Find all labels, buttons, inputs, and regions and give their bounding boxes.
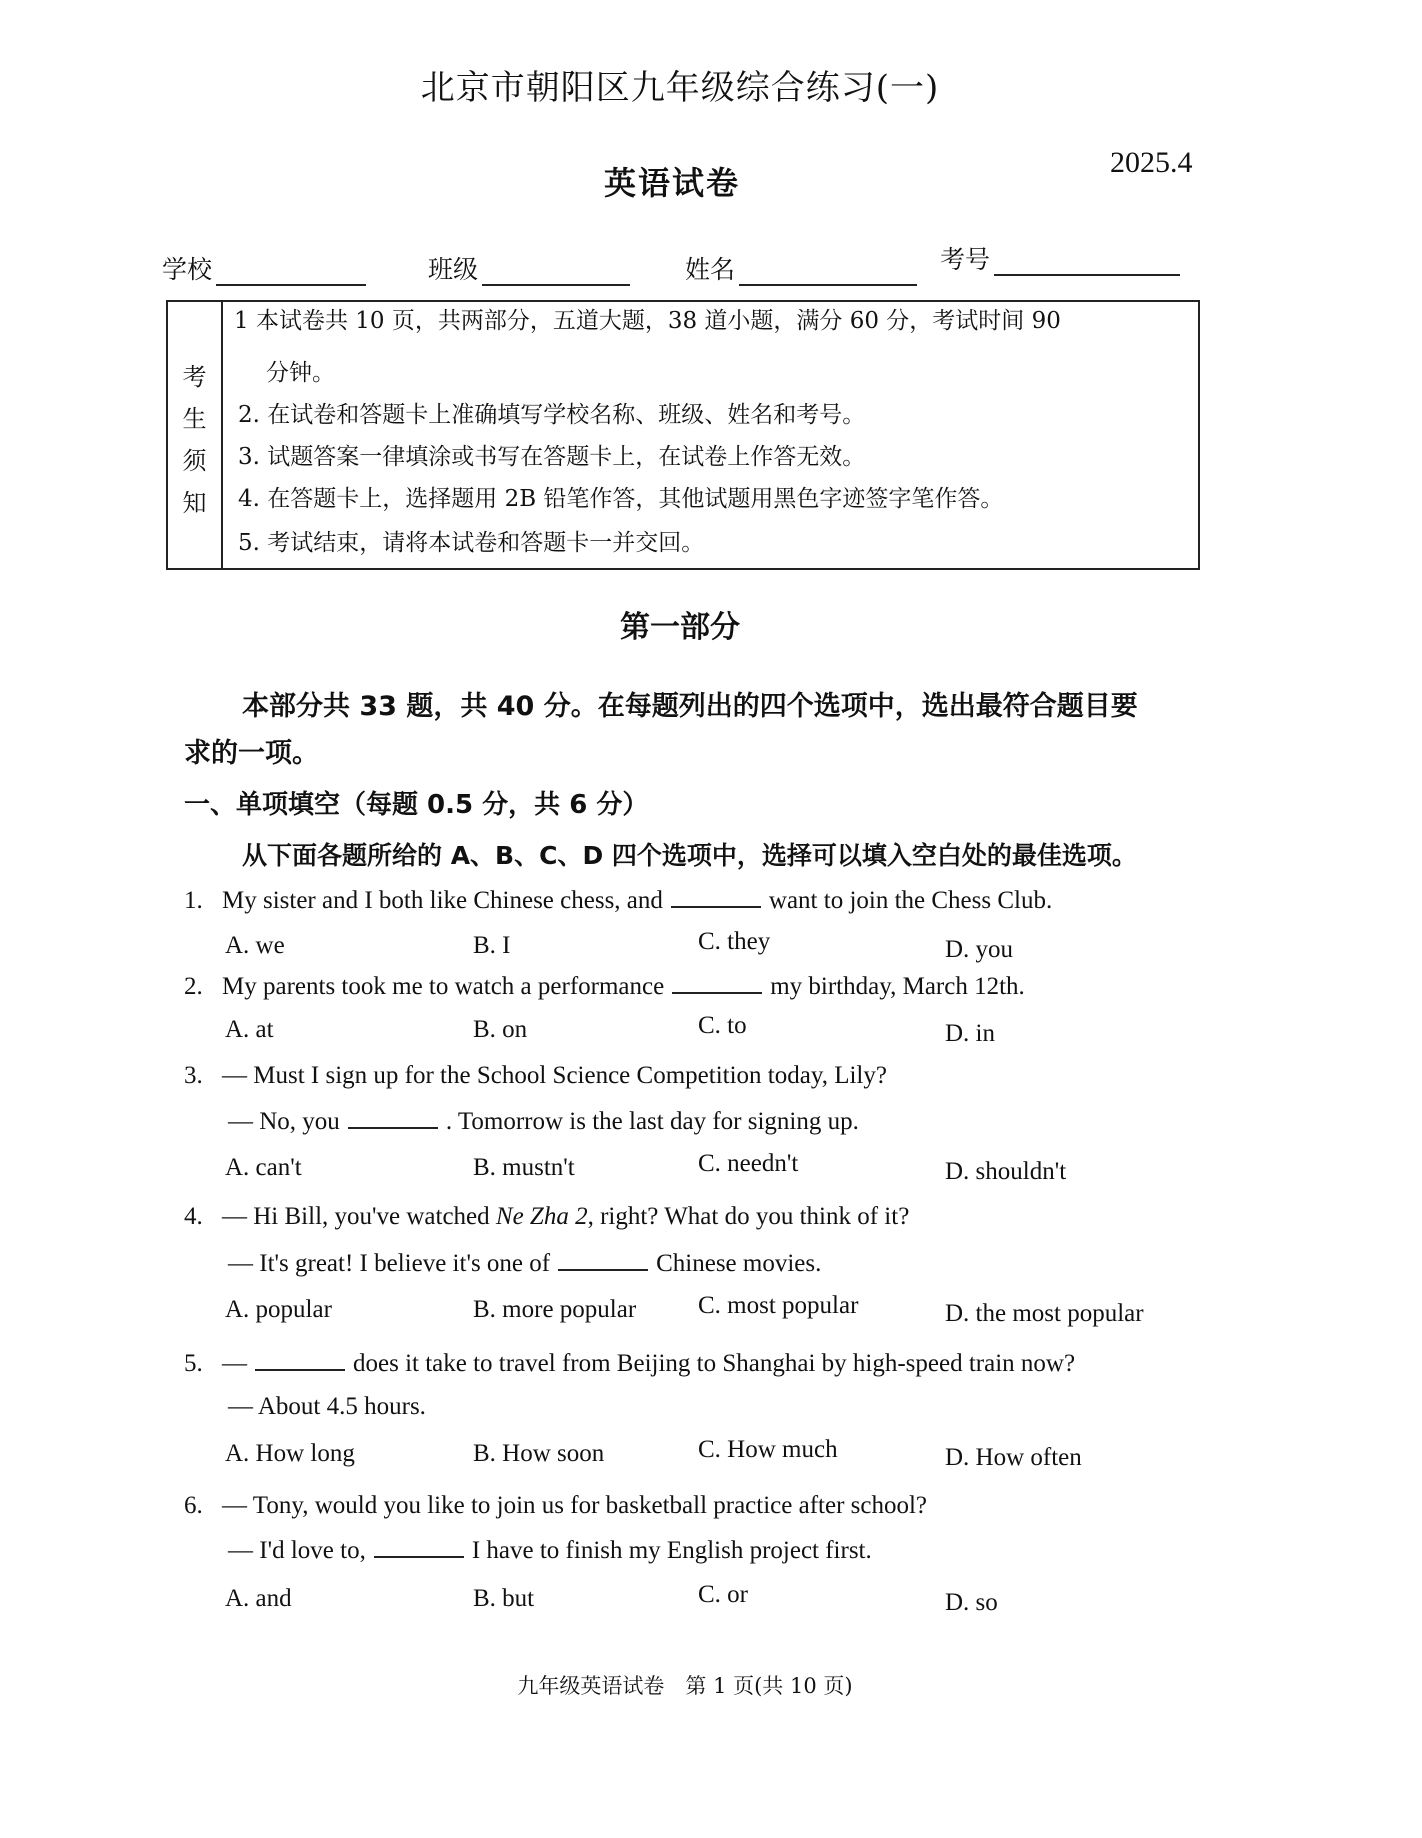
question-line <box>0 1537 1300 1571</box>
question-line <box>0 887 1300 921</box>
field-label: 班级 <box>428 255 479 284</box>
answer-option-a: A. and <box>225 1585 292 1612</box>
notice-item: 5. 考试结束，请将本试卷和答题卡一并交回。 <box>238 530 705 556</box>
notice-label-char: 知 <box>182 489 207 517</box>
part-intro-line1: 本部分共 33 题，共 40 分。在每题列出的四个选项中，选出最符合题目要 <box>242 691 1138 722</box>
question-text-after: does it take to travel from Beijing to Shanghai by high-speed train now? <box>353 1350 1076 1377</box>
answer-option-a: A. at <box>225 1016 274 1043</box>
question-number: 6. <box>184 1492 203 1519</box>
answer-option-d: D. you <box>945 936 1014 963</box>
question-text-before: — I'd love to, <box>228 1537 366 1564</box>
question-text-before: My sister and I both like Chinese chess, and <box>222 887 663 914</box>
part-intro-line2: 求的一项。 <box>184 738 319 769</box>
question-text-after: want to join the Chess Club. <box>768 887 1053 914</box>
notice-item: 3. 试题答案一律填涂或书写在答题卡上，在试卷上作答无效。 <box>238 444 866 470</box>
question-text <box>222 887 1052 915</box>
question-text-after: I have to finish my English project first. <box>471 1537 872 1564</box>
name-input-line[interactable] <box>739 260 917 286</box>
part-title: 第一部分 <box>620 610 740 645</box>
question-text <box>222 973 1025 1001</box>
answer-option-c: C. or <box>698 1581 748 1608</box>
answer-option-b: B. mustn't <box>473 1154 575 1181</box>
notice-label <box>168 302 223 568</box>
question-text <box>222 1350 1075 1378</box>
answer-option-b: B. on <box>473 1016 528 1043</box>
question-text <box>228 1537 872 1565</box>
question-text-before: — No, you <box>228 1108 340 1135</box>
answer-blank <box>348 1109 438 1129</box>
question-text-after: my birthday, March 12th. <box>770 973 1025 1000</box>
question-text <box>222 1203 909 1231</box>
question-line <box>0 1108 1300 1142</box>
answer-option-a: A. we <box>225 932 285 959</box>
notice-label-char: 生 <box>182 405 207 433</box>
field-exam-number <box>940 240 1180 276</box>
question-text-before: — <box>222 1350 247 1377</box>
notice-label-char: 考 <box>182 363 207 391</box>
answer-option-c: C. they <box>698 928 771 955</box>
question-line <box>0 1393 1300 1427</box>
answer-option-c: C. to <box>698 1012 747 1039</box>
page-footer: 九年级英语试卷 第 1 页(共 10 页) <box>517 1674 853 1698</box>
question-number: 4. <box>184 1203 203 1230</box>
exam-number-input-line[interactable] <box>994 250 1180 276</box>
question-text-after: . Tomorrow is the last day for signing up. <box>445 1108 859 1135</box>
answer-option-b: B. How soon <box>473 1440 605 1467</box>
exam-title: 北京市朝阳区九年级综合练习(一) <box>420 68 940 108</box>
question-text-before: My parents took me to watch a performance <box>222 973 665 1000</box>
question-text-after: Chinese movies. <box>656 1250 822 1277</box>
answer-blank <box>671 888 761 908</box>
notice-item: 分钟。 <box>266 360 335 386</box>
class-input-line[interactable] <box>482 260 630 286</box>
question-text-before: — Hi Bill, you've watched <box>222 1203 490 1230</box>
question-line <box>0 1062 1300 1096</box>
candidate-notice-box <box>166 300 1200 570</box>
question-number: 5. <box>184 1350 203 1377</box>
field-label: 姓名 <box>685 255 736 284</box>
notice-item: 1 本试卷共 10 页，共两部分，五道大题，38 道小题，满分 60 分，考试时间 90 <box>234 308 1061 334</box>
field-label: 考号 <box>940 245 991 274</box>
question-text <box>222 1062 887 1090</box>
answer-option-d: D. How often <box>945 1444 1082 1471</box>
exam-date: 2025.4 <box>1110 146 1193 179</box>
answer-option-c: C. needn't <box>698 1150 799 1177</box>
answer-blank <box>374 1538 464 1558</box>
answer-blank <box>255 1351 345 1371</box>
question-number: 2. <box>184 973 203 1000</box>
question-text-before: — Must I sign up for the School Science Competition today, Lily? <box>222 1062 887 1089</box>
answer-option-d: D. in <box>945 1020 995 1047</box>
notice-label-char: 须 <box>182 447 207 475</box>
school-input-line[interactable] <box>216 260 366 286</box>
answer-option-c: C. How much <box>698 1436 838 1463</box>
answer-option-a: A. How long <box>225 1440 355 1467</box>
section-title: 一、单项填空（每题 0.5 分，共 6 分） <box>184 790 649 820</box>
answer-blank <box>558 1251 648 1271</box>
answer-option-b: B. more popular <box>473 1296 637 1323</box>
answer-option-d: D. shouldn't <box>945 1158 1067 1185</box>
answer-blank <box>672 974 762 994</box>
question-line <box>0 1203 1300 1237</box>
movie-title: Ne Zha 2 <box>495 1203 588 1230</box>
question-number: 1. <box>184 887 203 914</box>
question-text-rest: , right? What do you think of it? <box>587 1203 910 1230</box>
answer-option-b: B. but <box>473 1585 535 1612</box>
question-text-before: — It's great! I believe it's one of <box>228 1250 551 1277</box>
question-text <box>228 1250 821 1278</box>
question-text <box>222 1492 927 1520</box>
field-label: 学校 <box>162 255 213 284</box>
answer-option-d: D. the most popular <box>945 1300 1144 1327</box>
notice-item: 2. 在试卷和答题卡上准确填写学校名称、班级、姓名和考号。 <box>238 402 866 428</box>
question-text <box>228 1393 426 1421</box>
question-line <box>0 973 1300 1007</box>
subject-title: 英语试卷 <box>603 164 740 202</box>
answer-option-a: A. can't <box>225 1154 302 1181</box>
notice-item: 4. 在答题卡上，选择题用 2B 铅笔作答，其他试题用黑色字迹签字笔作答。 <box>238 486 1004 512</box>
field-name <box>685 250 917 286</box>
question-text-before: — About 4.5 hours. <box>228 1393 426 1420</box>
question-number: 3. <box>184 1062 203 1089</box>
question-line <box>0 1250 1300 1284</box>
answer-option-a: A. popular <box>225 1296 332 1323</box>
question-line <box>0 1492 1300 1526</box>
answer-option-d: D. so <box>945 1589 998 1616</box>
answer-option-b: B. I <box>473 932 511 959</box>
answer-option-c: C. most popular <box>698 1292 859 1319</box>
question-text <box>228 1108 859 1136</box>
field-school <box>162 250 366 286</box>
section-instruction: 从下面各题所给的 A、B、C、D 四个选项中，选择可以填入空白处的最佳选项。 <box>242 841 1137 870</box>
question-text-before: — Tony, would you like to join us for basketball practice after school? <box>222 1492 928 1519</box>
question-line <box>0 1350 1300 1384</box>
field-class <box>428 250 630 286</box>
